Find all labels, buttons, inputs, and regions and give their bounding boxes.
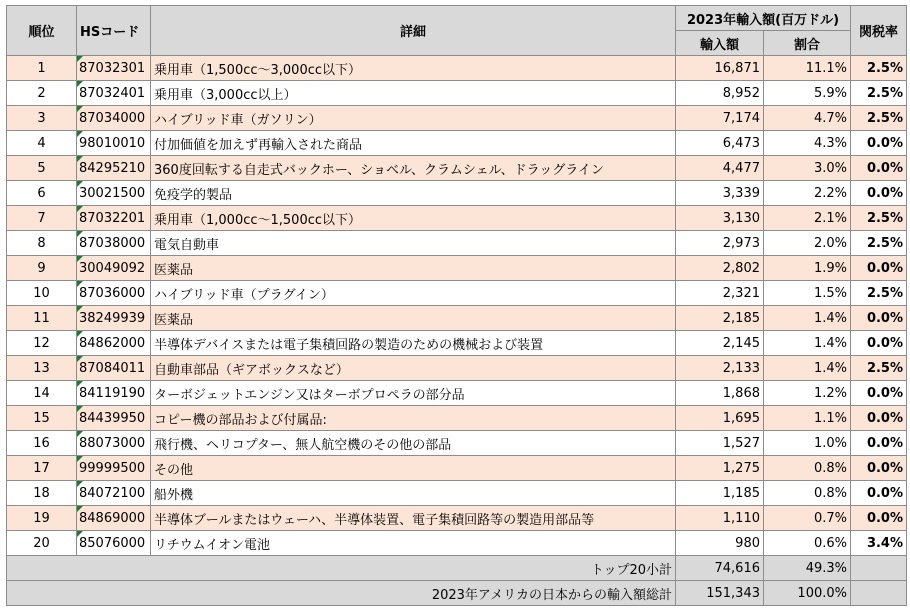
cell-hs-code[interactable]	[77, 506, 151, 531]
table-row	[7, 306, 907, 331]
number-as-text-marker-icon	[77, 356, 83, 362]
cell-tariff[interactable]: 3.4%	[851, 531, 907, 556]
number-as-text-marker-icon	[77, 206, 83, 212]
cell-tariff[interactable]: 2.5%	[851, 106, 907, 131]
total-amount[interactable]: 151,343	[676, 581, 764, 606]
cell-hs-code[interactable]	[77, 231, 151, 256]
cell-amount[interactable]: 1,695	[676, 406, 764, 431]
cell-share[interactable]: 1.1%	[764, 406, 851, 431]
cell-tariff[interactable]: 0.0%	[851, 431, 907, 456]
cell-rank[interactable]: 8	[7, 231, 77, 256]
cell-share[interactable]: 2.1%	[764, 206, 851, 231]
cell-rank[interactable]: 19	[7, 506, 77, 531]
cell-hs-code[interactable]	[77, 81, 151, 106]
number-as-text-marker-icon	[77, 456, 83, 462]
total-tariff-empty[interactable]	[851, 556, 907, 581]
table-row	[7, 506, 907, 531]
total-share[interactable]: 100.0%	[764, 581, 851, 606]
cell-detail[interactable]: 船外機	[151, 481, 676, 506]
cell-share[interactable]: 1.2%	[764, 381, 851, 406]
cell-amount[interactable]: 1,868	[676, 381, 764, 406]
cell-hs-code[interactable]	[77, 306, 151, 331]
cell-detail[interactable]: ハイブリッド車（プラグイン）	[151, 281, 676, 306]
number-as-text-marker-icon	[77, 281, 83, 287]
cell-rank[interactable]: 1	[7, 56, 77, 81]
cell-amount[interactable]: 16,871	[676, 56, 764, 81]
cell-amount[interactable]: 4,477	[676, 156, 764, 181]
table-row	[7, 281, 907, 306]
cell-tariff[interactable]: 0.0%	[851, 506, 907, 531]
header-import-group[interactable]: 2023年輸入額(百万ドル)	[676, 6, 851, 31]
table-row	[7, 156, 907, 181]
table-row	[7, 481, 907, 506]
cell-hs-code[interactable]	[77, 106, 151, 131]
cell-hs-code[interactable]	[77, 356, 151, 381]
hs-code-text: 87032201	[79, 210, 146, 226]
total-label[interactable]: 2023年アメリカの日本からの輸入額総計	[7, 581, 676, 606]
number-as-text-marker-icon	[77, 531, 83, 537]
cell-hs-code[interactable]	[77, 281, 151, 306]
cell-tariff[interactable]: 0.0%	[851, 156, 907, 181]
table-row	[7, 406, 907, 431]
cell-hs-code[interactable]	[77, 406, 151, 431]
header-amount[interactable]: 輸入額	[676, 31, 764, 56]
cell-detail[interactable]: 半導体ブールまたはウェーハ、半導体装置、電子集積回路等の製造用部品等	[151, 506, 676, 531]
table-row	[7, 181, 907, 206]
cell-rank[interactable]: 15	[7, 406, 77, 431]
number-as-text-marker-icon	[77, 481, 83, 487]
total-row	[7, 581, 907, 606]
total-row	[7, 556, 907, 581]
cell-rank[interactable]: 7	[7, 206, 77, 231]
table-row	[7, 106, 907, 131]
cell-tariff[interactable]: 0.0%	[851, 306, 907, 331]
cell-amount[interactable]: 1,110	[676, 506, 764, 531]
cell-detail[interactable]: 免疫学的製品	[151, 181, 676, 206]
hs-code-text: 87032401	[79, 85, 146, 101]
hs-code-text: 84295210	[79, 160, 146, 176]
cell-detail[interactable]: 付加価値を加えず再輸入された商品	[151, 131, 676, 156]
cell-rank[interactable]: 16	[7, 431, 77, 456]
cell-tariff[interactable]: 2.5%	[851, 81, 907, 106]
cell-hs-code[interactable]	[77, 131, 151, 156]
table-row	[7, 256, 907, 281]
cell-tariff[interactable]: 0.0%	[851, 131, 907, 156]
cell-hs-code[interactable]	[77, 331, 151, 356]
cell-share[interactable]: 0.8%	[764, 456, 851, 481]
cell-share[interactable]: 1.4%	[764, 306, 851, 331]
cell-share[interactable]: 0.7%	[764, 506, 851, 531]
cell-tariff[interactable]: 0.0%	[851, 406, 907, 431]
number-as-text-marker-icon	[77, 81, 83, 87]
cell-hs-code[interactable]	[77, 256, 151, 281]
header-hs-code[interactable]: HSコード	[77, 6, 151, 56]
cell-share[interactable]: 4.3%	[764, 131, 851, 156]
cell-share[interactable]: 2.0%	[764, 231, 851, 256]
cell-amount[interactable]: 980	[676, 531, 764, 556]
table-row	[7, 356, 907, 381]
cell-tariff[interactable]: 0.0%	[851, 256, 907, 281]
cell-rank[interactable]: 13	[7, 356, 77, 381]
table-row	[7, 131, 907, 156]
cell-detail[interactable]: 自動車部品（ギアボックスなど）	[151, 356, 676, 381]
cell-tariff[interactable]: 2.5%	[851, 206, 907, 231]
number-as-text-marker-icon	[77, 231, 83, 237]
hs-code-text: 85076000	[79, 535, 146, 551]
hs-code-text: 84869000	[79, 510, 146, 526]
hs-code-text: 87036000	[79, 285, 146, 301]
cell-share[interactable]: 2.2%	[764, 181, 851, 206]
number-as-text-marker-icon	[77, 381, 83, 387]
table-row	[7, 56, 907, 81]
cell-hs-code[interactable]	[77, 181, 151, 206]
cell-tariff[interactable]: 2.5%	[851, 281, 907, 306]
number-as-text-marker-icon	[77, 506, 83, 512]
cell-hs-code[interactable]	[77, 156, 151, 181]
cell-share[interactable]: 5.9%	[764, 81, 851, 106]
cell-rank[interactable]: 3	[7, 106, 77, 131]
cell-rank[interactable]: 17	[7, 456, 77, 481]
hs-code-text: 87034000	[79, 110, 146, 126]
hs-code-text: 87032301	[79, 60, 146, 76]
cell-amount[interactable]: 6,473	[676, 131, 764, 156]
cell-amount[interactable]: 3,130	[676, 206, 764, 231]
cell-amount[interactable]: 2,973	[676, 231, 764, 256]
cell-detail[interactable]: コピー機の部品および付属品:	[151, 406, 676, 431]
header-rank[interactable]: 順位	[7, 6, 77, 56]
cell-share[interactable]: 1.4%	[764, 356, 851, 381]
total-tariff-empty[interactable]	[851, 581, 907, 606]
number-as-text-marker-icon	[77, 256, 83, 262]
cell-detail[interactable]: 電気自動車	[151, 231, 676, 256]
cell-detail[interactable]: 飛行機、ヘリコプター、無人航空機のその他の部品	[151, 431, 676, 456]
cell-tariff[interactable]: 2.5%	[851, 231, 907, 256]
number-as-text-marker-icon	[77, 331, 83, 337]
cell-tariff[interactable]: 0.0%	[851, 456, 907, 481]
cell-amount[interactable]: 2,185	[676, 306, 764, 331]
cell-rank[interactable]: 10	[7, 281, 77, 306]
number-as-text-marker-icon	[77, 181, 83, 187]
number-as-text-marker-icon	[77, 306, 83, 312]
table-row	[7, 431, 907, 456]
table-row	[7, 531, 907, 556]
header-detail[interactable]: 詳細	[151, 6, 676, 56]
cell-detail[interactable]: ハイブリッド車（ガソリン）	[151, 106, 676, 131]
cell-amount[interactable]: 7,174	[676, 106, 764, 131]
cell-share[interactable]: 0.6%	[764, 531, 851, 556]
cell-detail[interactable]: 半導体デバイスまたは電子集積回路の製造のための機械および装置	[151, 331, 676, 356]
cell-rank[interactable]: 5	[7, 156, 77, 181]
cell-detail[interactable]: 乗用車（1,500cc～3,000cc以下）	[151, 56, 676, 81]
cell-tariff[interactable]: 0.0%	[851, 381, 907, 406]
hs-code-text: 87084011	[79, 360, 146, 376]
hs-code-text: 87038000	[79, 235, 146, 251]
table-row	[7, 81, 907, 106]
cell-amount[interactable]: 2,145	[676, 331, 764, 356]
number-as-text-marker-icon	[77, 156, 83, 162]
cell-amount[interactable]: 2,802	[676, 256, 764, 281]
cell-rank[interactable]: 20	[7, 531, 77, 556]
cell-share[interactable]: 3.0%	[764, 156, 851, 181]
cell-share[interactable]: 4.7%	[764, 106, 851, 131]
table-body	[7, 56, 907, 606]
hs-code-text: 98010010	[79, 135, 146, 151]
number-as-text-marker-icon	[77, 106, 83, 112]
number-as-text-marker-icon	[77, 406, 83, 412]
cell-tariff[interactable]: 0.0%	[851, 481, 907, 506]
number-as-text-marker-icon	[77, 131, 83, 137]
cell-rank[interactable]: 6	[7, 181, 77, 206]
cell-amount[interactable]: 1,275	[676, 456, 764, 481]
cell-hs-code[interactable]	[77, 381, 151, 406]
cell-share[interactable]: 1.4%	[764, 331, 851, 356]
cell-share[interactable]: 1.9%	[764, 256, 851, 281]
cell-amount[interactable]: 1,527	[676, 431, 764, 456]
cell-amount[interactable]: 2,133	[676, 356, 764, 381]
cell-detail[interactable]: 乗用車（3,000cc以上）	[151, 81, 676, 106]
table-row	[7, 206, 907, 231]
hs-code-text: 30021500	[79, 185, 146, 201]
header-tariff[interactable]: 関税率	[851, 6, 907, 56]
cell-rank[interactable]: 11	[7, 306, 77, 331]
number-as-text-marker-icon	[77, 431, 83, 437]
cell-rank[interactable]: 14	[7, 381, 77, 406]
hs-code-text: 84439950	[79, 410, 146, 426]
cell-hs-code[interactable]	[77, 531, 151, 556]
cell-detail[interactable]: 乗用車（1,000cc～1,500cc以下）	[151, 206, 676, 231]
cell-tariff[interactable]: 2.5%	[851, 56, 907, 81]
cell-rank[interactable]: 2	[7, 81, 77, 106]
hs-code-text: 88073000	[79, 435, 146, 451]
table-row	[7, 331, 907, 356]
cell-detail[interactable]: 360度回転する自走式バックホー、ショベル、クラムシェル、ドラッグライン	[151, 156, 676, 181]
cell-rank[interactable]: 9	[7, 256, 77, 281]
table-row	[7, 456, 907, 481]
hs-code-text: 99999500	[79, 460, 146, 476]
cell-amount[interactable]: 1,185	[676, 481, 764, 506]
cell-amount[interactable]: 2,321	[676, 281, 764, 306]
cell-detail[interactable]: その他	[151, 456, 676, 481]
cell-hs-code[interactable]	[77, 56, 151, 81]
cell-hs-code[interactable]	[77, 456, 151, 481]
header-share[interactable]: 割合	[764, 31, 851, 56]
cell-amount[interactable]: 8,952	[676, 81, 764, 106]
table-row	[7, 231, 907, 256]
cell-hs-code[interactable]	[77, 206, 151, 231]
cell-rank[interactable]: 18	[7, 481, 77, 506]
total-share[interactable]: 49.3%	[764, 556, 851, 581]
total-amount[interactable]: 74,616	[676, 556, 764, 581]
cell-tariff[interactable]: 0.0%	[851, 181, 907, 206]
cell-detail[interactable]: 医薬品	[151, 306, 676, 331]
cell-share[interactable]: 1.0%	[764, 431, 851, 456]
total-label[interactable]: トップ20小計	[7, 556, 676, 581]
cell-tariff[interactable]: 0.0%	[851, 331, 907, 356]
spreadsheet	[6, 5, 907, 606]
hs-code-text: 84862000	[79, 335, 146, 351]
cell-hs-code[interactable]	[77, 481, 151, 506]
import-table	[6, 5, 907, 606]
cell-share[interactable]: 0.8%	[764, 481, 851, 506]
cell-tariff[interactable]: 2.5%	[851, 356, 907, 381]
cell-hs-code[interactable]	[77, 431, 151, 456]
hs-code-text: 30049092	[79, 260, 146, 276]
cell-detail[interactable]: 医薬品	[151, 256, 676, 281]
hs-code-text: 38249939	[79, 310, 146, 326]
hs-code-text: 84119190	[79, 385, 146, 401]
cell-share[interactable]: 1.5%	[764, 281, 851, 306]
cell-rank[interactable]: 12	[7, 331, 77, 356]
cell-detail[interactable]: ターボジェットエンジン又はターボプロペラの部分品	[151, 381, 676, 406]
cell-amount[interactable]: 3,339	[676, 181, 764, 206]
number-as-text-marker-icon	[77, 56, 83, 62]
hs-code-text: 84072100	[79, 485, 146, 501]
cell-detail[interactable]: リチウムイオン電池	[151, 531, 676, 556]
cell-rank[interactable]: 4	[7, 131, 77, 156]
table-row	[7, 381, 907, 406]
cell-share[interactable]: 11.1%	[764, 56, 851, 81]
